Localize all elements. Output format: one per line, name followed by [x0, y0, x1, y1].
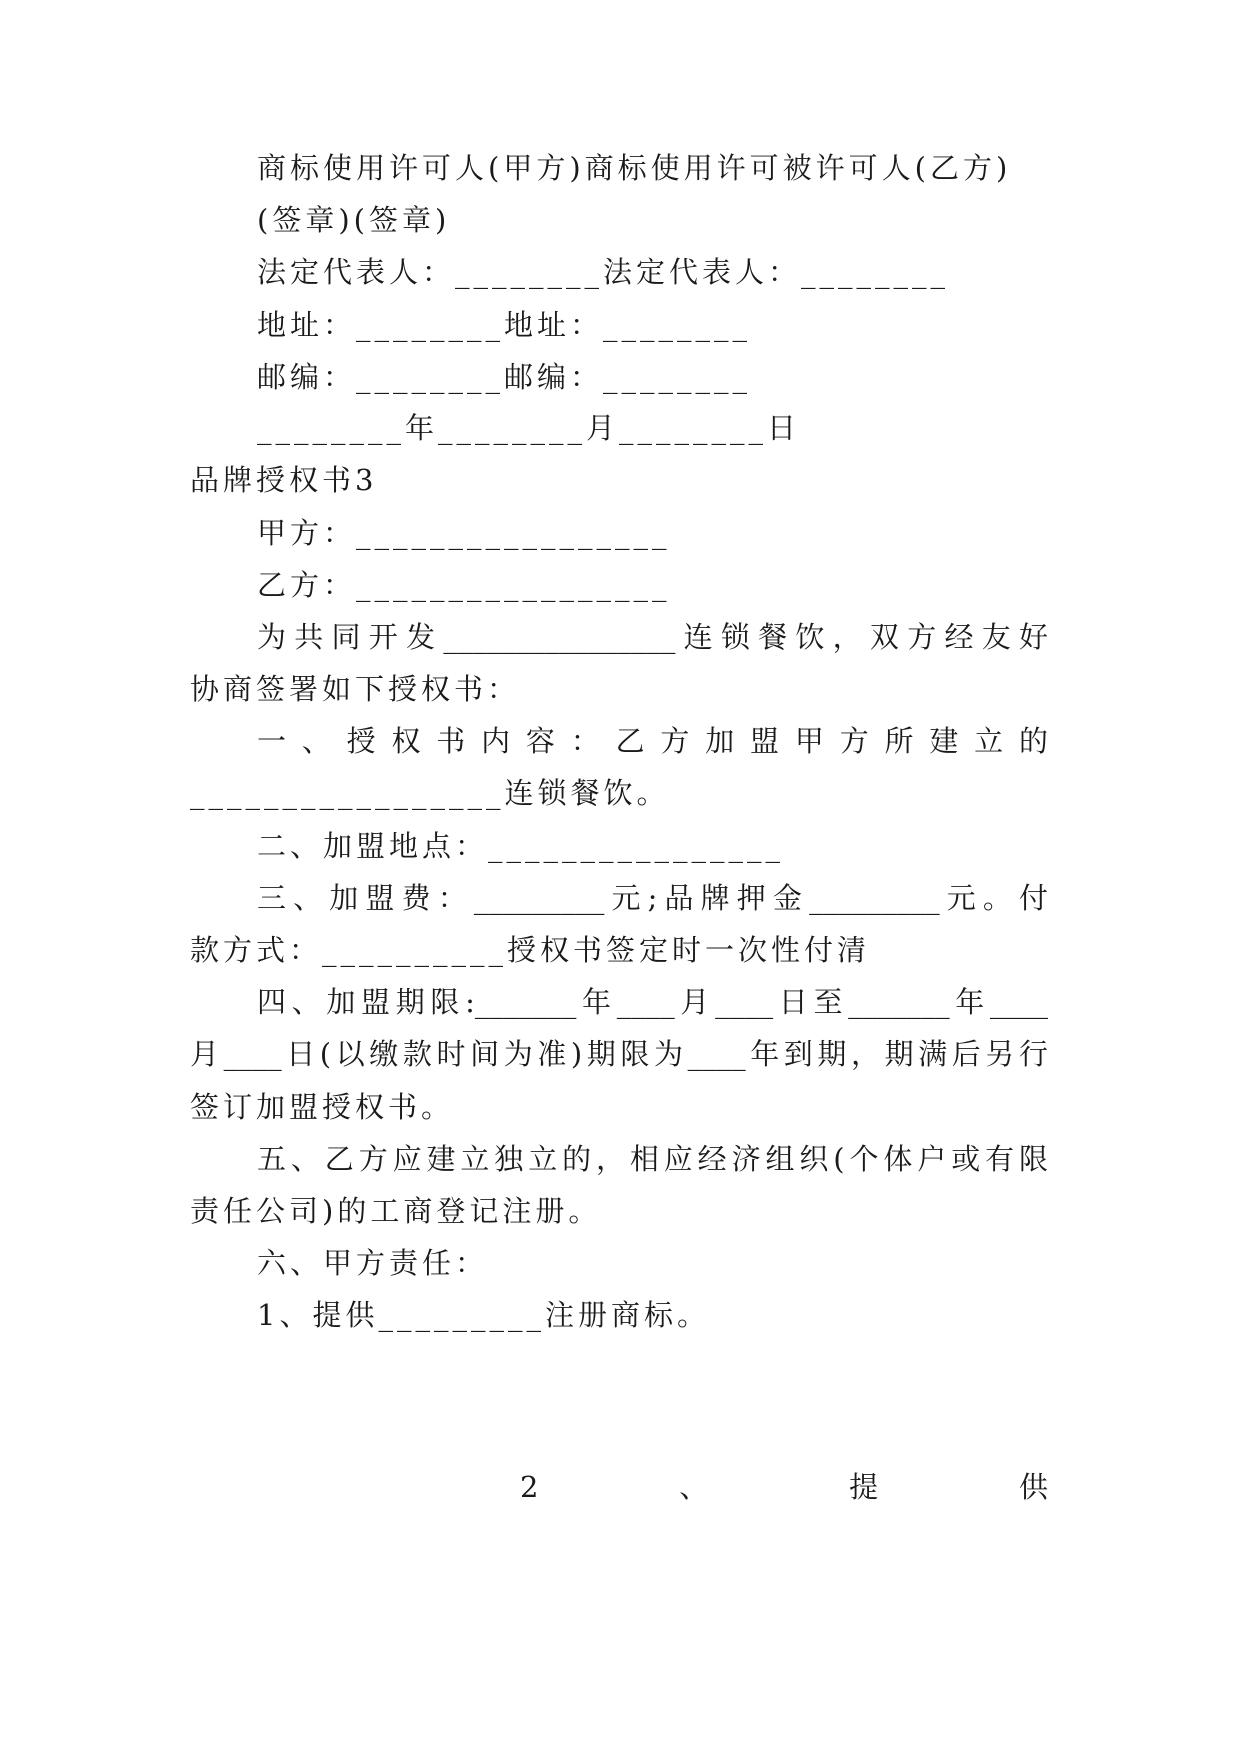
spread-char: 2	[520, 1470, 539, 1504]
spread-char: 供	[1018, 1470, 1048, 1504]
clause-5-line-2: 责任公司)的工商登记注册。	[190, 1194, 602, 1228]
section-heading: 品牌授权书3	[190, 463, 378, 497]
clause-4-line-3: 签订加盟授权书。	[190, 1090, 455, 1124]
clause-3-line-1: 三、加盟费：_________元;品牌押金_________元。付	[257, 881, 1048, 915]
clause-6-item-2	[520, 1347, 1048, 1587]
clause-1-line-2: _________________连锁餐饮。	[190, 776, 670, 810]
clause-6-heading: 六、甲方责任：	[257, 1246, 489, 1280]
intro-paragraph-line-1: 为共同开发________________连锁餐饮，双方经友好	[257, 620, 1048, 654]
clause-1-line-1: 一、授权书内容：乙方加盟甲方所建立的	[257, 724, 1048, 758]
postcode-line: 邮编：________邮编：________	[257, 360, 752, 394]
clause-5-line-1: 五、乙方应建立独立的，相应经济组织(个体户或有限	[257, 1142, 1048, 1176]
clause-4-line-1: 四、加盟期限:_______年____月____日至_______年____	[257, 985, 1048, 1019]
legal-representative-line: 法定代表人：________法定代表人：________	[257, 255, 950, 289]
spread-char: 提	[849, 1470, 879, 1504]
clause-6-item-1: 1、提供_________注册商标。	[257, 1298, 710, 1332]
date-line: ________年________月________日	[257, 411, 801, 445]
clause-2-line: 二、加盟地点：________________	[257, 829, 785, 863]
clause-6-item-2-spread	[520, 1467, 1048, 1507]
spread-char: 、	[679, 1470, 709, 1504]
address-line: 地址：________地址：________	[257, 308, 752, 342]
party-b-line: 乙方：_________________	[257, 568, 671, 602]
party-a-line: 甲方：_________________	[257, 516, 671, 550]
seal-line: (签章)(签章)	[257, 203, 451, 237]
clause-4-line-2: 月____日(以缴款时间为准)期限为____年到期，期满后另行	[190, 1037, 1048, 1071]
signature-parties-line: 商标使用许可人(甲方)商标使用许可被许可人(乙方)	[257, 151, 1012, 185]
clause-3-line-2: 款方式：__________授权书签定时一次性付清	[190, 933, 871, 967]
intro-paragraph-line-2: 协商签署如下授权书：	[190, 672, 521, 706]
